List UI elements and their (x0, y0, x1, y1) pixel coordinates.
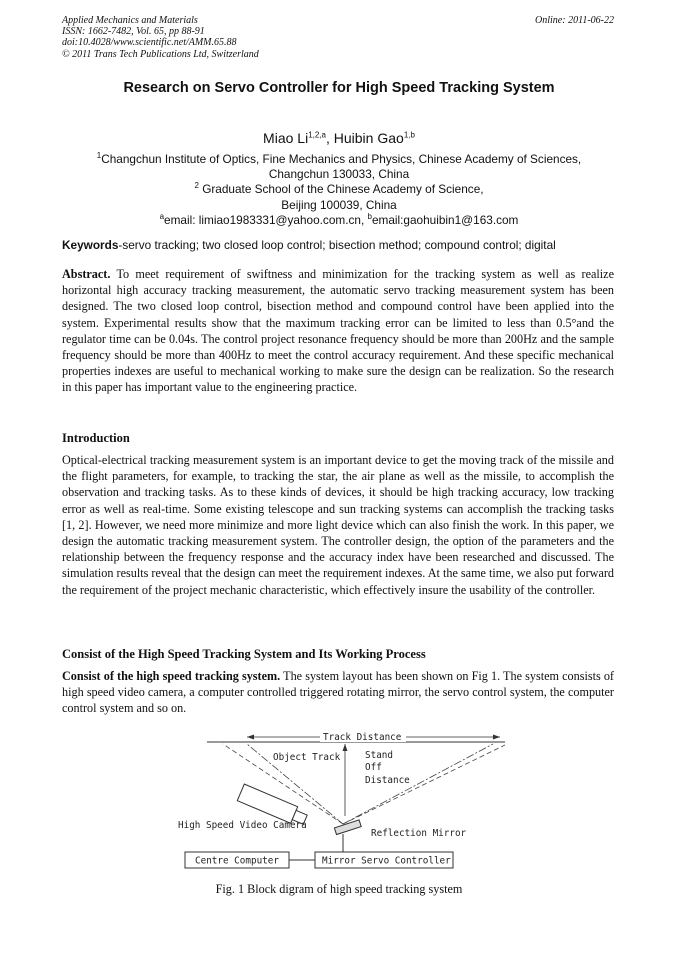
affiliation-2-city: Beijing 100039, China (281, 197, 397, 212)
keywords-label: Keywords (62, 238, 119, 252)
keywords-text: -servo tracking; two closed loop control; bisection method; compound control; digital (118, 238, 556, 252)
introduction-text: Optical-electrical tracking measurement system is an important device to get the moving track of the missile and the flight parameters, for example, to tracking the star, the air plane as well as the missile, to accomplish the observation and tracking tasks. As to these kinds of devices, it should be high tracking accuracy, low tracking error as well as real-time. Some existing telescope and sun tracking systems can accomplish the tracking tasks [1, 2]. However, we need more minimize and more light device which can also finish the work. In this paper, we design the automatic tracking measurement system. The controller design, the option of the parameters and the relationship between the frequency response and the accuracy index have been researched and discussed. The simulation results reveal that the design can meet the requirement indexes. At the same time, we also put forward the requirement of the project mechanic characteristic, which effectively insure the usability of the controller. (62, 453, 614, 597)
abstract-label: Abstract. (62, 267, 111, 281)
author-sup: 1,b (403, 130, 415, 140)
keywords (62, 238, 622, 252)
centre-computer-label: Centre Computer (195, 855, 279, 867)
arrow-left (247, 735, 254, 740)
email-b: email:gaohuibin1@163.com (371, 212, 519, 227)
figure-1 (175, 728, 505, 878)
paper-title: Research on Servo Controller for High Speed Tracking System (123, 80, 555, 96)
journal-header (62, 15, 259, 60)
camera-label: High Speed Video Camera (178, 820, 307, 831)
affiliations (40, 152, 638, 228)
online-date: Online: 2011-06-22 (535, 15, 614, 26)
section-paragraph (62, 668, 614, 717)
author-list: Miao Li$^{1,2,a}$, Huibin Gao$^{1,b}$ (263, 130, 415, 146)
affiliation-1-city: Changchun 130033, China (268, 167, 410, 182)
stand-off-arrow (343, 744, 348, 751)
arrow-right (493, 735, 500, 740)
servo-controller-label: Mirror Servo Controller (322, 855, 451, 867)
mirror-icon (334, 820, 361, 835)
email-sup: b (367, 211, 372, 221)
figure-caption: Fig. 1 Block digram of high speed tracking system (215, 882, 463, 896)
author-sup: 1,2,a (308, 130, 326, 140)
introduction-heading: Introduction (62, 431, 130, 445)
track-distance-label: Track Distance (323, 732, 402, 743)
stand-label: Stand (365, 750, 393, 761)
off-label: Off (365, 762, 382, 773)
section-text: The system layout has been shown on Fig 1. The system consists of high speed video camera, a computer controlled triggered rotating mirror, the servo control system, the computer control system and so on. (62, 669, 614, 716)
object-track-label: Object Track (273, 752, 341, 763)
distance-label: Distance (365, 775, 410, 786)
issn-line: ISSN: 1662-7482, Vol. 65, pp 88-91 (62, 26, 205, 38)
author-name: Huibin Gao (333, 130, 404, 146)
author-name: Miao Li (263, 130, 309, 146)
affil-sup: 1 (96, 151, 102, 161)
affiliation-1: Changchun Institute of Optics, Fine Mechanics and Physics, Chinese Academy of Sciences, (101, 152, 582, 166)
doi-line: doi:10.4028/www.scientific.net/AMM.65.88 (62, 37, 237, 49)
section-heading: Consist of the High Speed Tracking System and Its Working Process (62, 647, 426, 661)
journal-name: Applied Mechanics and Materials (62, 15, 198, 26)
system-diagram (175, 728, 505, 878)
email-sup: a (159, 211, 165, 221)
abstract-text: To meet requirement of swiftness and minimization for the tracking system as well as realize horizontal high accuracy tracking measurement, the automatic servo tracking measurement system has been designed. The two closed loop control, bisection method and compound control have been applied into the system. Experimental results show that the maximum tracking error can be limited to less than 0.5°and the regulator time can be 0.04s. The control project resonance frequency should be more than 200Hz and the sample frequency should be more than 400Hz to meet the control accuracy requirement. And these specific mechanical properties indexes are useful to mechanical working to make sure the design can be realization. So the research in this paper has important value to the engineering practice. (62, 267, 614, 395)
section-lead: Consist of the high speed tracking system. (62, 669, 281, 683)
mirror-label: Reflection Mirror (371, 828, 467, 839)
email-a: email: limiao1983331@yahoo.com.cn, (164, 212, 368, 227)
affil-sup: 2 (194, 181, 199, 191)
abstract (62, 266, 614, 396)
copyright-line: © 2011 Trans Tech Publications Ltd, Switzerland (62, 48, 259, 60)
affiliation-2: Graduate School of the Chinese Academy of Science, (198, 182, 484, 197)
